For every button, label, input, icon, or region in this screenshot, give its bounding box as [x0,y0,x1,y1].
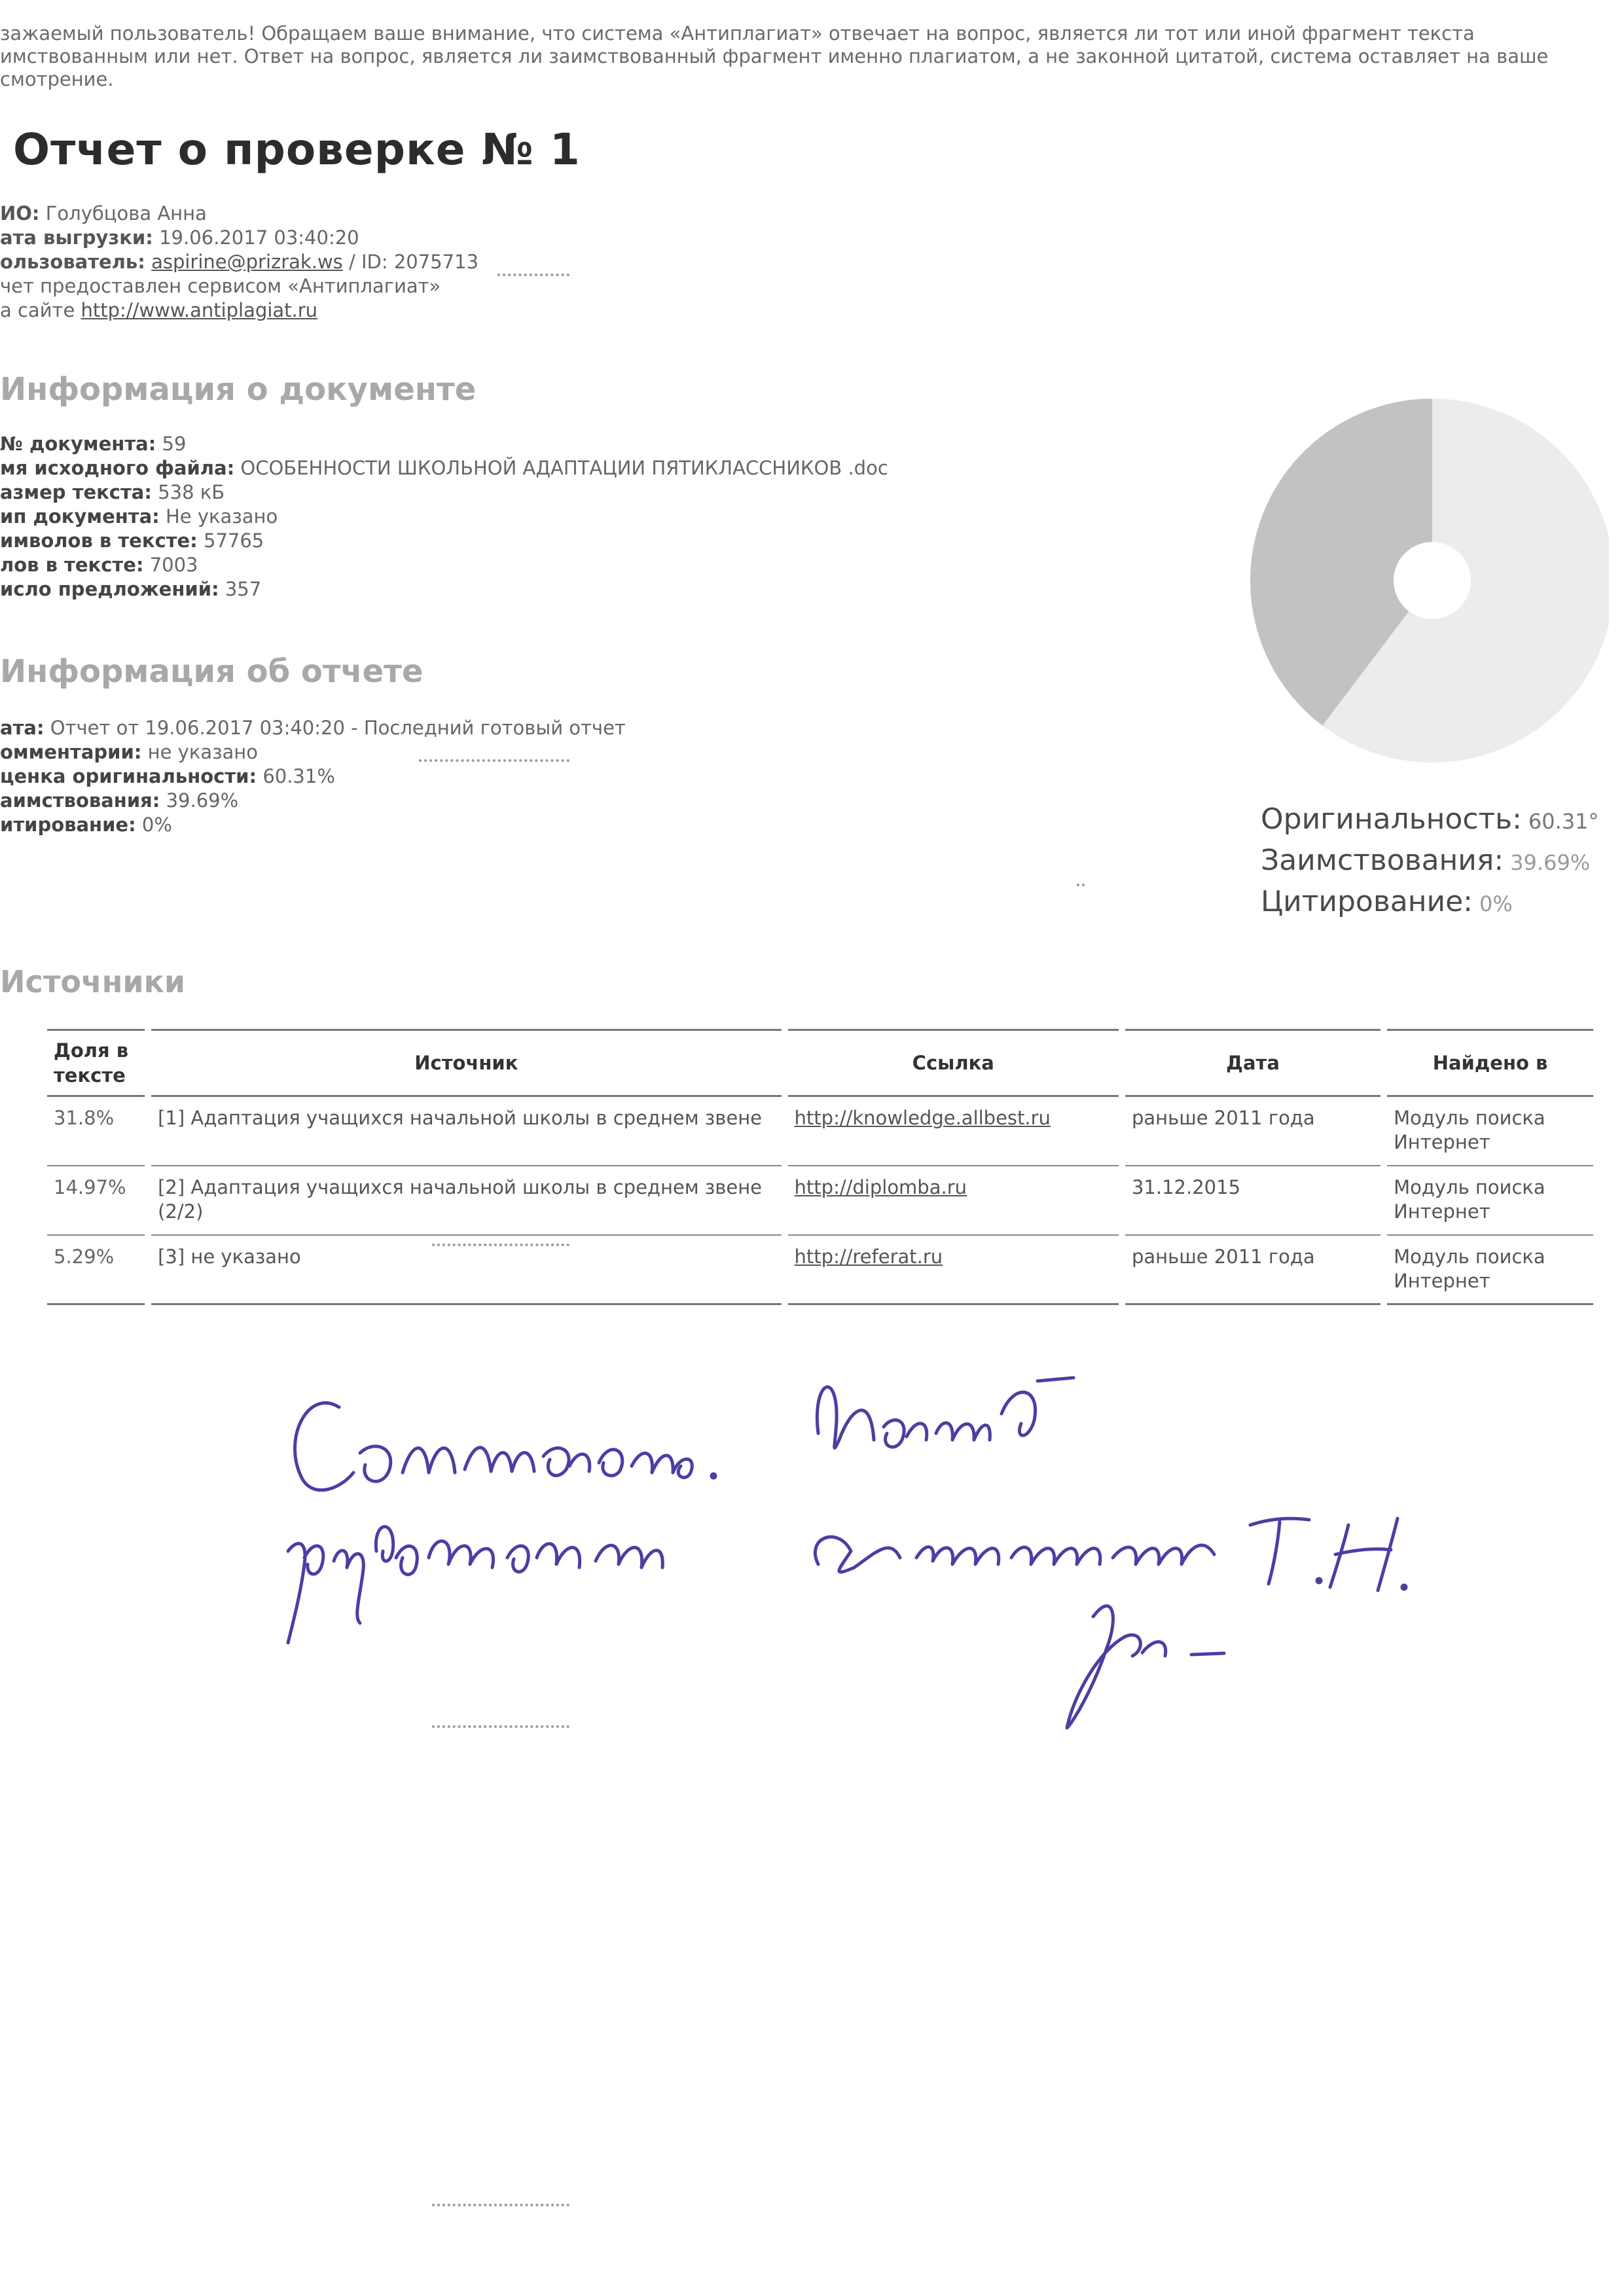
source-share: 5.29% [47,1236,145,1305]
table-row [47,1236,1593,1305]
doc-info-label: азмер текста: [0,481,152,503]
legend-original-label: Оригинальность: [1261,802,1522,836]
doc-info-label: мя исходного файла: [0,457,235,479]
notice-line: зажаемый пользователь! Обращаем ваше внимание, что система «Антиплагиат» отвечает на вопрос, является ли тот или иной фрагмент текста [0,22,1475,45]
signature-stroke [429,1541,494,1568]
source-title: [3] не указано [151,1236,781,1305]
donut-hole [1394,542,1471,619]
scan-artifact [432,1725,569,1728]
meta-upload-value: 19.06.2017 03:40:20 [159,226,359,249]
site-link[interactable]: http://www.antiplagiat.ru [81,299,318,321]
doc-info-row [0,432,888,456]
legend-original [1261,798,1599,840]
report-meta [0,202,478,323]
report-info-value: 39.69% [166,789,239,812]
scan-artifact [1077,884,1085,886]
report-info-label: омментарии: [0,741,142,763]
signature-stroke [403,1448,455,1473]
report-info-row [0,764,626,789]
meta-user [0,250,478,274]
legend-original-value: 60.31° [1528,809,1599,834]
source-found: Модуль поиска Интернет [1387,1236,1593,1305]
report-info-label: аимствования: [0,789,160,812]
signature-stroke [376,1527,417,1575]
signature-stroke [334,1551,363,1623]
sources-table [41,1029,1600,1305]
signature-stroke [815,1537,900,1572]
page-title: Отчет о проверке № 1 [13,124,581,175]
doc-info-row [0,553,888,577]
doc-info-value: 57765 [204,529,264,552]
doc-info-row [0,505,888,529]
column-header-date: Дата [1125,1029,1380,1097]
doc-info-value: Не указано [166,505,278,528]
signature-stroke [1317,1579,1321,1583]
meta-provided: чет предоставлен сервисом «Антиплагиат» [0,275,441,297]
signature-stroke [465,1448,534,1471]
originality-donut-chart [1242,396,1609,769]
source-date: раньше 2011 года [1125,1097,1380,1166]
meta-user-label: ользователь: [0,251,145,273]
signature-stroke [288,1543,323,1643]
signature-stroke [916,1547,999,1564]
signature-stroke [596,1545,662,1568]
doc-info-value: 538 кБ [158,481,225,503]
doc-info-value: ОСОБЕННОСТИ ШКОЛЬНОЙ АДАПТАЦИИ ПЯТИКЛАССНИКОВ .doc [240,457,888,479]
source-title: [1] Адаптация учащихся начальной школы в среднем звене [151,1097,781,1166]
legend-borrowed [1261,840,1599,881]
scan-artifact [419,759,569,762]
table-row [47,1166,1593,1236]
source-link[interactable]: http://diplomba.ru [788,1166,1119,1236]
source-share: 14.97% [47,1166,145,1236]
meta-upload-label: ата выгрузки: [0,226,153,249]
legend-borrowed-value: 39.69% [1510,850,1591,875]
signature-stroke [1330,1518,1398,1590]
originality-legend [1261,798,1599,922]
handwritten-signature [262,1342,1604,1767]
source-found: Модуль поиска Интернет [1387,1097,1593,1166]
meta-upload [0,226,478,250]
signature-stroke [507,1544,580,1572]
signature-stroke [295,1403,354,1490]
source-link[interactable]: http://referat.ru [788,1236,1119,1305]
signature-stroke [360,1446,391,1482]
signature-stroke [599,1450,623,1476]
report-info-value: не указано [147,741,259,763]
legend-cited-value: 0% [1479,891,1513,916]
report-info-label: ата: [0,717,45,739]
column-header-link: Ссылка [788,1029,1119,1097]
meta-fio [0,202,478,226]
doc-info-row [0,456,888,480]
report-info-row [0,789,626,813]
doc-info-value: 59 [162,433,187,455]
signature-stroke [1067,1606,1140,1728]
report-info-value: 60.31% [262,765,335,787]
column-header-share: Доля в тексте [47,1029,145,1097]
meta-site-prefix: а сайте [0,299,75,321]
signature-stroke [1011,1547,1100,1564]
signature-stroke [1250,1518,1309,1584]
source-date: раньше 2011 года [1125,1236,1380,1305]
doc-info-label: исло предложений: [0,578,219,600]
doc-info-list [0,432,888,601]
doc-info-row [0,529,888,553]
doc-info-label: ип документа: [0,505,160,528]
signature-stroke [936,1423,990,1440]
column-header-source: Источник [151,1029,781,1097]
source-found: Модуль поиска Интернет [1387,1166,1593,1236]
signature-stroke [884,1420,927,1447]
notice-text [0,22,1597,91]
doc-info-row [0,480,888,505]
meta-fio-value: Голубцова Анна [45,202,207,224]
doc-info-label: лов в тексте: [0,554,144,576]
report-info-heading: Информация об отчете [0,653,424,690]
signature-stroke [817,1387,874,1448]
doc-info-heading: Информация о документе [0,371,477,408]
meta-site [0,298,478,323]
scan-artifact [432,2204,569,2206]
sources-heading: Источники [0,964,186,999]
report-info-value: Отчет от 19.06.2017 03:40:20 - Последний готовый отчет [50,717,626,739]
source-title: [2] Адаптация учащихся начальной школы в среднем звене (2/2) [151,1166,781,1236]
signature-stroke [1402,1585,1406,1589]
doc-info-row [0,577,888,601]
source-share: 31.8% [47,1097,145,1166]
source-date: 31.12.2015 [1125,1166,1380,1236]
user-email-link[interactable]: aspirine@prizrak.ws [151,251,343,273]
notice-line: смотрение. [0,68,114,90]
sources-header-row [47,1029,1593,1097]
signature-stroke [1001,1378,1074,1435]
doc-info-value: 357 [225,578,262,600]
report-info-value: 0% [141,814,172,836]
signature-stroke [543,1448,590,1475]
scan-artifact [497,274,569,276]
report-info-list [0,716,626,837]
source-link[interactable]: http://knowledge.allbest.ru [788,1097,1119,1166]
column-header-found: Найдено в [1387,1029,1593,1097]
signature-stroke [1113,1545,1214,1564]
report-info-label: итирование: [0,814,136,836]
signature-stroke [712,1474,715,1478]
notice-line: имствованным или нет. Ответ на вопрос, является ли заимствованный фрагмент именно плагиатом, а не законной цитатой, система оставляет на ваше [0,45,1549,67]
legend-cited [1261,881,1599,922]
meta-fio-label: ИО: [0,202,40,224]
report-info-label: ценка оригинальности: [0,765,257,787]
doc-info-label: имволов в тексте: [0,529,198,552]
scan-artifact [432,1244,569,1246]
legend-borrowed-label: Заимствования: [1261,844,1504,877]
report-info-row [0,716,626,740]
signature-stroke [632,1453,692,1477]
doc-info-label: № документа: [0,433,156,455]
signature-stroke [1142,1642,1224,1656]
meta-user-id: / ID: 2075713 [349,251,479,273]
legend-cited-label: Цитирование: [1261,885,1473,918]
table-row [47,1097,1593,1166]
report-info-row [0,813,626,837]
doc-info-value: 7003 [149,554,198,576]
